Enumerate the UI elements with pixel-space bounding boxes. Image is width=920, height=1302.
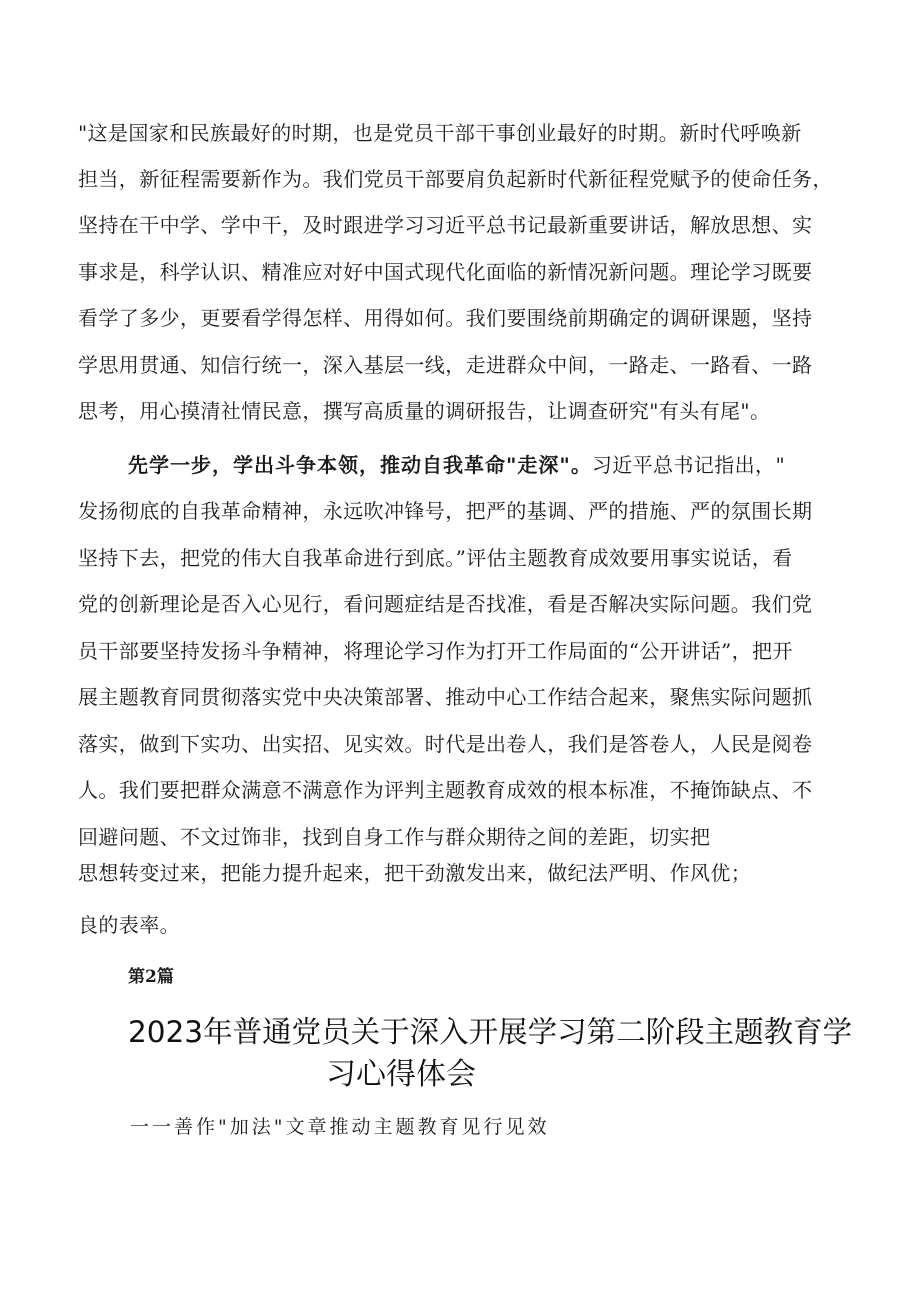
paragraph-2-line-5: 员干部要坚持发扬斗争精神，将理论学习作为打开工作局面的“公开讲话”，把开 [78, 639, 793, 663]
paragraph-2-line-10: 思想转变过来，把能力提升起来，把干劲激发出来，做纪法严明、作风优； [78, 861, 752, 885]
paragraph-1-line-4: 事求是，科学认识、精准应对好中国式现代化面临的新情况新问题。理论学习既要 [78, 260, 813, 284]
paragraph-2-line-9: 回避问题、不文过饰非，找到自身工作与群众期待之间的差距，切实把 [78, 825, 711, 849]
paragraph-1-line-1: "这是国家和民族最好的时期，也是党员干部干事创业最好的时期。新时代呼唤新 [78, 121, 802, 145]
document-title-line-1: 2023年普通党员关于深入开展学习第二阶段主题教育学 [128, 1015, 853, 1049]
paragraph-2-line-7: 落实，做到下实功、出实招、见实效。时代是出卷人，我们是答卷人，人民是阅卷 [78, 732, 813, 756]
paragraph-2-lead: 先学一步，学出斗争本领，推动自我革命"走深"。 [128, 453, 592, 477]
paragraph-1-line-7: 思考，用心摸清社情民意，撰写高质量的调研报告，让调查研究"有头有尾"。 [78, 399, 771, 423]
paragraph-2-line-4: 党的创新理论是否入心见行，看问题症结是否找准，看是否解决实际问题。我们党 [78, 592, 813, 616]
document-subtitle: 一一善作"加法"文章推动主题教育见行见效 [130, 1116, 550, 1138]
paragraph-2-line-6: 展主题教育同贯彻落实党中央决策部署、推动中心工作结合起来，聚焦实际问题抓 [78, 685, 813, 709]
paragraph-2-line-1 [128, 452, 785, 478]
paragraph-2-line-8: 人。我们要把群众满意不满意作为评判主题教育成效的根本标准，不掩饰缺点、不 [78, 778, 813, 802]
paragraph-2-first-rest: 习近平总书记指出，" [591, 453, 786, 477]
paragraph-2-line-2: 发扬彻底的自我革命精神，永远吹冲锋号，把严的基调、严的措施、严的氛围长期 [78, 499, 813, 523]
document-title-line-2: 习心得体会 [326, 1057, 476, 1092]
paragraph-1-line-6: 学思用贯通、知信行统一，深入基层一线，走进群众中间，一路走、一路看、一路 [78, 353, 813, 377]
paragraph-1-line-2: 担当，新征程需要新作为。我们党员干部要肩负起新时代新征程党赋予的使命任务， [78, 167, 833, 191]
paragraph-2-line-3: 坚持下去，把党的伟大自我革命进行到底。”评估主题教育成效要用事实说话，看 [78, 546, 793, 570]
paragraph-1-line-5: 看学了多少，更要看学得怎样、用得如何。我们要围绕前期确定的调研课题，坚持 [78, 306, 813, 330]
paragraph-1-line-3: 坚持在干中学、学中干，及时跟进学习习近平总书记最新重要讲话，解放思想、实 [78, 213, 813, 237]
paragraph-2-line-11: 良的表率。 [78, 913, 180, 937]
section-label: 第2篇 [128, 967, 174, 987]
